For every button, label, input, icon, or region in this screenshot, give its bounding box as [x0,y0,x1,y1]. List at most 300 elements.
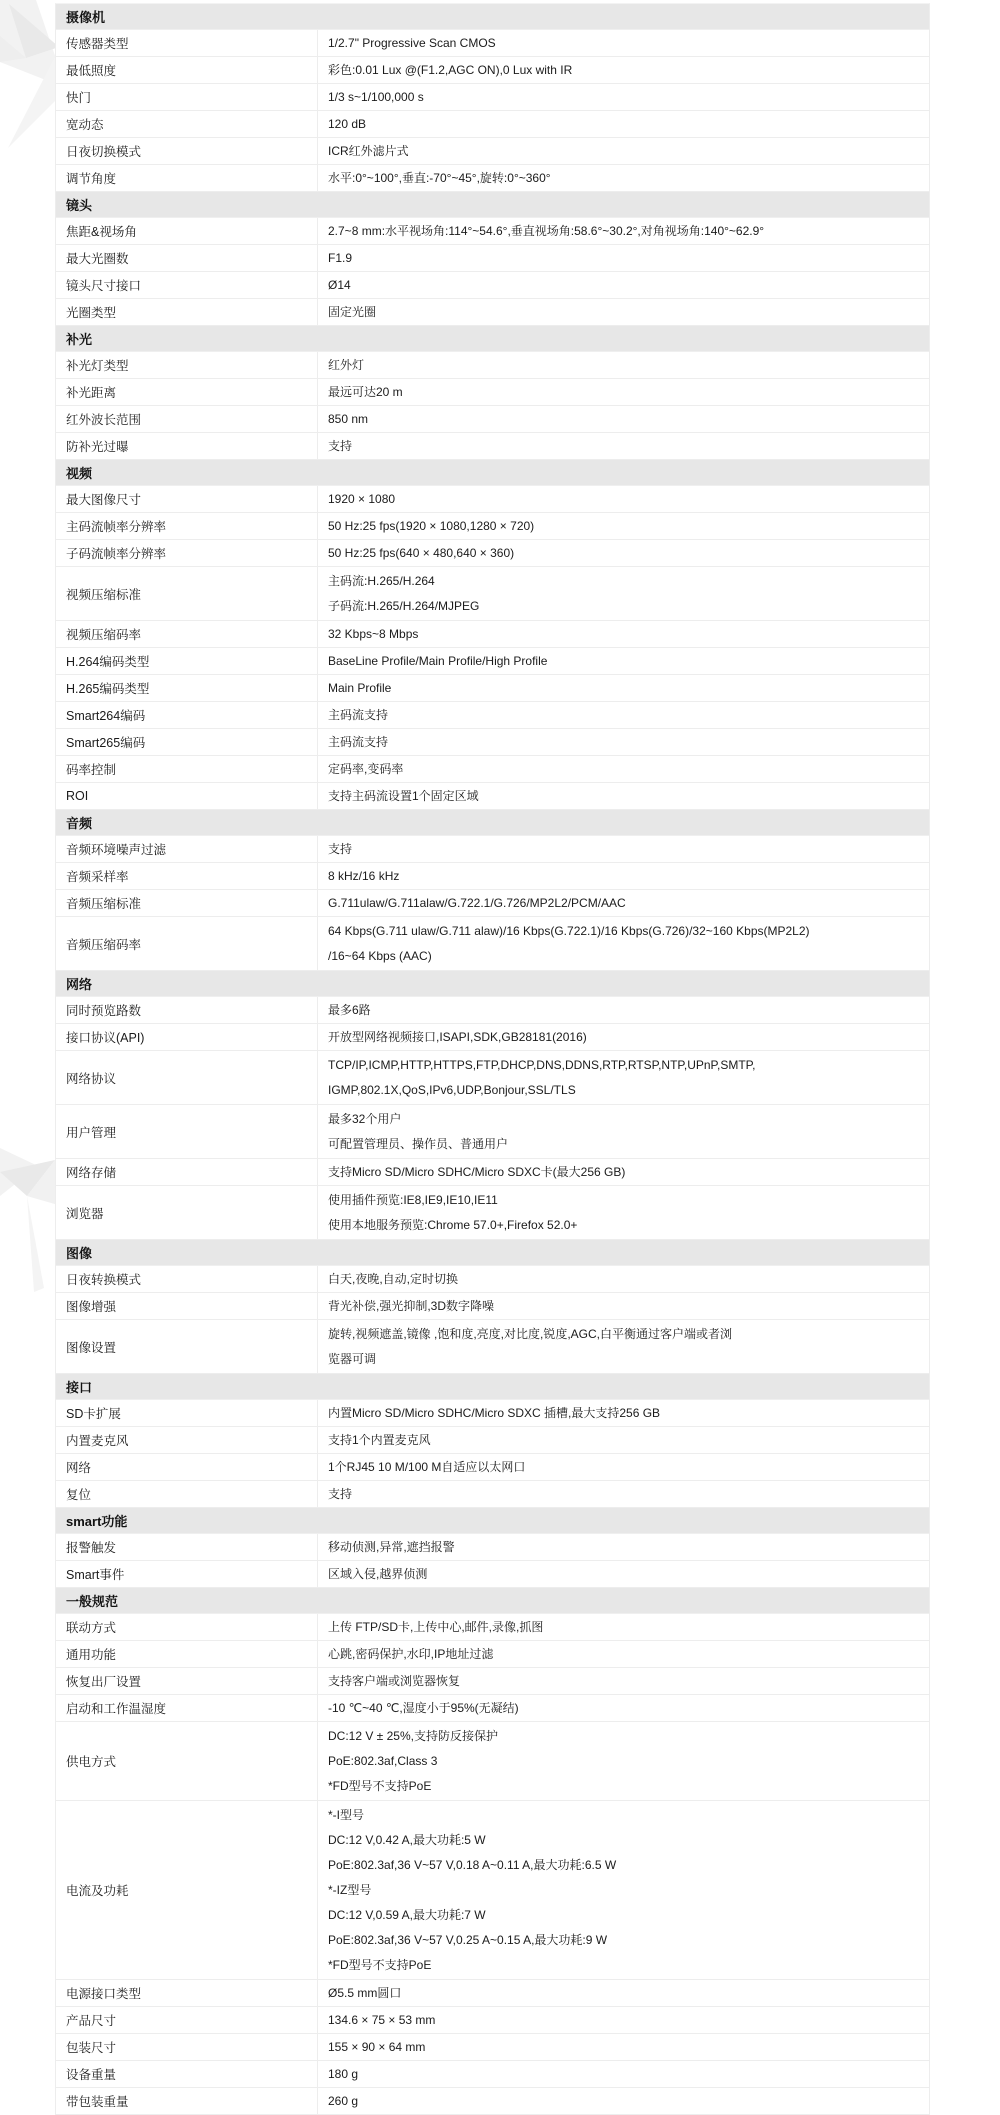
spec-value-line: *-I型号 [328,1807,365,1822]
spec-label-text: 带包装重量 [66,2095,129,2109]
spec-label [56,702,318,728]
spec-value [318,138,929,164]
spec-label-text: 网络 [66,1461,92,1475]
spec-label-text: 子码流帧率分辨率 [66,547,167,561]
spec-row [56,648,929,675]
section-header [56,4,929,30]
spec-label-text: 最大图像尺寸 [66,493,142,507]
spec-label-text: 光圈类型 [66,306,117,320]
spec-row [56,84,929,111]
spec-value-line: F1.9 [328,250,353,265]
spec-value-line: ICR红外滤片式 [328,143,409,158]
spec-row [56,917,929,971]
spec-value-line: 子码流:H.265/H.264/MJPEG [328,598,480,613]
spec-label [56,1105,318,1158]
spec-value-line: 155 × 90 × 64 mm [328,2039,426,2054]
spec-value-line: 32 Kbps~8 Mbps [328,626,419,641]
spec-value-line: 支持1个内置麦克风 [328,1432,431,1447]
spec-value-line: 主码流支持 [328,707,389,722]
spec-value-line: 旋转,视频遮盖,镜像 ,饱和度,亮度,对比度,锐度,AGC,白平衡通过客户端或者浏 [328,1326,733,1341]
spec-row [56,1186,929,1240]
spec-row [56,2061,929,2088]
section-title: 音频 [66,816,93,831]
spec-label [56,1641,318,1667]
spec-label-text: 视频压缩标准 [66,587,142,602]
spec-row [56,729,929,756]
spec-label [56,1186,318,1239]
spec-value-line: 64 Kbps(G.711 ulaw/G.711 alaw)/16 Kbps(G.722.1)/16 Kbps(G.726)/32~160 Kbps(MP2L2) [328,923,810,938]
spec-label-text: 镜头尺寸接口 [66,279,142,293]
spec-value-line: Ø5.5 mm圆口 [328,1985,402,2000]
spec-row [56,2034,929,2061]
spec-value [318,621,929,647]
spec-value [318,2061,929,2087]
spec-label-text: 图像增强 [66,1300,117,1314]
spec-row [56,621,929,648]
spec-label-text: 调节角度 [66,172,117,186]
spec-value-line: 心跳,密码保护,水印,IP地址过滤 [328,1646,494,1661]
spec-row [56,1668,929,1695]
spec-value-line: 支持主码流设置1个固定区域 [328,788,479,803]
spec-row [56,513,929,540]
spec-label-text: 日夜切换模式 [66,145,142,159]
spec-table [55,3,930,2115]
spec-value [318,1427,929,1453]
spec-row [56,138,929,165]
spec-label [56,379,318,405]
spec-row [56,1159,929,1186]
spec-value [318,165,929,191]
spec-label-text: 电流及功耗 [66,1884,129,1898]
spec-value [318,1481,929,1507]
spec-value-line: 最远可达20 m [328,384,403,399]
spec-value-line: TCP/IP,ICMP,HTTP,HTTPS,FTP,DHCP,DNS,DDNS,RTP,RTSP,NTP,UPnP,SMTP, [328,1057,756,1072]
spec-row [56,352,929,379]
spec-row [56,783,929,810]
spec-label-text: 红外波长范围 [66,413,142,427]
spec-row [56,245,929,272]
spec-value-line: IGMP,802.1X,QoS,IPv6,UDP,Bonjour,SSL/TLS [328,1082,576,1097]
section-header [56,971,929,997]
spec-value [318,756,929,782]
spec-row [56,111,929,138]
spec-value [318,1561,929,1587]
spec-label [56,1454,318,1480]
spec-value-line: 支持 [328,841,353,856]
spec-value-line: *FD型号不支持PoE [328,1778,432,1793]
spec-label [56,2007,318,2033]
spec-row [56,486,929,513]
spec-label-text: ROI [66,789,89,803]
spec-label [56,675,318,701]
spec-row [56,540,929,567]
spec-label-text: 音频采样率 [66,870,129,884]
spec-label-text: H.265编码类型 [66,682,150,696]
spec-label-text: 补光灯类型 [66,359,129,373]
spec-row [56,57,929,84]
spec-label [56,1561,318,1587]
spec-row [56,299,929,326]
spec-value-line: 134.6 × 75 × 53 mm [328,2012,436,2027]
spec-value-line: 8 kHz/16 kHz [328,868,400,883]
spec-label-text: 包装尺寸 [66,2041,117,2055]
spec-value-line: 红外灯 [328,357,365,372]
spec-value-line: PoE:802.3af,36 V~57 V,0.18 A~0.11 A,最大功耗:6.5 W [328,1857,617,1872]
spec-row [56,890,929,917]
spec-value-line: 50 Hz:25 fps(1920 × 1080,1280 × 720) [328,518,535,533]
spec-label [56,433,318,459]
spec-row [56,218,929,245]
spec-value-line: 支持客户端或浏览器恢复 [328,1673,461,1688]
spec-label [56,2088,318,2114]
spec-label-text: 内置麦克风 [66,1434,129,1448]
section-title: 网络 [66,977,93,992]
spec-label-text: Smart事件 [66,1568,125,1582]
spec-value [318,406,929,432]
section-title: 镜头 [66,198,93,213]
spec-row [56,1024,929,1051]
spec-label [56,84,318,110]
spec-label-text: 用户管理 [66,1125,117,1140]
brand-watermark-middle-icon [0,1143,60,1303]
spec-label-text: 快门 [66,91,92,105]
spec-value [318,218,929,244]
spec-label-text: 联动方式 [66,1621,117,1635]
spec-value [318,997,929,1023]
spec-value [318,2007,929,2033]
spec-value [318,567,929,620]
spec-row [56,379,929,406]
spec-row [56,2007,929,2034]
spec-label-text: 接口协议(API) [66,1031,145,1045]
spec-value [318,1266,929,1292]
spec-row [56,1293,929,1320]
spec-value [318,702,929,728]
spec-row [56,836,929,863]
spec-label [56,2034,318,2060]
spec-value [318,890,929,916]
spec-value [318,57,929,83]
spec-label-text: 音频压缩标准 [66,897,142,911]
spec-row [56,1534,929,1561]
spec-value-line: DC:12 V,0.59 A,最大功耗:7 W [328,1907,486,1922]
spec-row [56,165,929,192]
spec-value-line: 开放型网络视频接口,ISAPI,SDK,GB28181(2016) [328,1029,587,1044]
spec-value [318,352,929,378]
spec-value-line: 1920 × 1080 [328,491,396,506]
spec-value-line: 背光补偿,强光抑制,3D数字降噪 [328,1298,495,1313]
spec-value [318,1320,929,1373]
spec-value [318,675,929,701]
spec-label [56,272,318,298]
spec-value [318,863,929,889]
spec-value [318,1051,929,1104]
spec-value-line: 主码流:H.265/H.264 [328,573,435,588]
spec-value-line: 彩色:0.01 Lux @(F1.2,AGC ON),0 Lux with IR [328,62,573,77]
section-title: smart功能 [66,1514,128,1529]
spec-value-line: 白天,夜晚,自动,定时切换 [328,1271,459,1286]
spec-label [56,1293,318,1319]
spec-value-line: BaseLine Profile/Main Profile/High Profile [328,653,548,668]
spec-label [56,1024,318,1050]
section-header [56,810,929,836]
section-header [56,1240,929,1266]
spec-row [56,567,929,621]
spec-label [56,1266,318,1292]
spec-row [56,756,929,783]
spec-label [56,621,318,647]
spec-row [56,1051,929,1105]
spec-label [56,1481,318,1507]
spec-label-text: 日夜转换模式 [66,1273,142,1287]
spec-row [56,2088,929,2115]
spec-value-line: 1/3 s~1/100,000 s [328,89,424,104]
spec-value [318,513,929,539]
spec-value [318,1159,929,1185]
spec-label-text: 同时预览路数 [66,1004,142,1018]
section-header [56,1508,929,1534]
spec-label-text: 电源接口类型 [66,1987,142,2001]
spec-value [318,379,929,405]
spec-value-line: *-IZ型号 [328,1882,372,1897]
spec-value-line: G.711ulaw/G.711alaw/G.722.1/G.726/MP2L2/PCM/AAC [328,895,626,910]
spec-row [56,272,929,299]
spec-label [56,836,318,862]
spec-label-text: 复位 [66,1488,92,1502]
spec-label [56,30,318,56]
spec-value-line: 1/2.7" Progressive Scan CMOS [328,35,496,50]
spec-value [318,783,929,809]
spec-value-line: /16~64 Kbps (AAC) [328,948,432,963]
spec-label [56,729,318,755]
spec-value [318,1105,929,1158]
spec-value-line: 固定光圈 [328,304,377,319]
spec-label-text: 视频压缩码率 [66,628,142,642]
spec-value [318,299,929,325]
spec-row [56,1266,929,1293]
spec-value-line: -10 ℃~40 ℃,湿度小于95%(无凝结) [328,1700,519,1715]
spec-value-line: 览器可调 [328,1351,377,1366]
spec-row [56,1105,929,1159]
spec-label [56,1427,318,1453]
spec-value-line: 最多32个用户 [328,1111,402,1126]
spec-label-text: 音频环境噪声过滤 [66,843,167,857]
spec-label [56,1534,318,1560]
spec-value-line: 120 dB [328,116,367,131]
spec-row [56,1320,929,1374]
section-title: 图像 [66,1246,93,1261]
spec-value [318,30,929,56]
spec-value-line: 移动侦测,异常,遮挡报警 [328,1539,455,1554]
spec-label-text: 报警触发 [66,1541,117,1555]
spec-value-line: 850 nm [328,411,369,426]
spec-row [56,1801,929,1980]
spec-label [56,756,318,782]
spec-value-line: Ø14 [328,277,351,292]
spec-label [56,1668,318,1694]
spec-label-text: 最低照度 [66,64,117,78]
spec-label [56,138,318,164]
spec-label-text: Smart265编码 [66,736,146,750]
spec-value-line: 180 g [328,2066,359,2081]
spec-row [56,702,929,729]
spec-value [318,1400,929,1426]
spec-label [56,1980,318,2006]
spec-value-line: *FD型号不支持PoE [328,1957,432,1972]
spec-value [318,540,929,566]
spec-row [56,863,929,890]
spec-value-line: 主码流支持 [328,734,389,749]
section-header [56,460,929,486]
spec-label-text: 启动和工作温湿度 [66,1702,167,1716]
spec-label-text: 通用功能 [66,1648,117,1662]
spec-row [56,1481,929,1508]
spec-value-line: 支持 [328,438,353,453]
spec-value-line: 最多6路 [328,1002,371,1017]
spec-label [56,299,318,325]
spec-value-line: 支持 [328,1486,353,1501]
section-header [56,326,929,352]
spec-label [56,1722,318,1800]
spec-value-line: 2.7~8 mm:水平视场角:114°~54.6°,垂直视场角:58.6°~30.2°,对角视场角:140°~62.9° [328,223,765,238]
spec-value [318,1722,929,1800]
spec-label-text: 恢复出厂设置 [66,1675,142,1689]
spec-label-text: 产品尺寸 [66,2014,117,2028]
spec-value-line: PoE:802.3af,36 V~57 V,0.25 A~0.15 A,最大功耗:9 W [328,1932,608,1947]
spec-row [56,675,929,702]
spec-label [56,245,318,271]
section-header [56,1374,929,1400]
spec-label-text: 网络存储 [66,1166,117,1180]
spec-value-line: 定码率,变码率 [328,761,404,776]
spec-value-line: Main Profile [328,680,392,695]
spec-row [56,997,929,1024]
spec-value-line: 内置Micro SD/Micro SDHC/Micro SDXC 插槽,最大支持256 GB [328,1405,661,1420]
spec-value-line: 使用插件预览:IE8,IE9,IE10,IE11 [328,1192,498,1207]
spec-label-text: 网络协议 [66,1071,117,1086]
spec-value-line: 260 g [328,2093,359,2108]
spec-value-line: 区域入侵,越界侦测 [328,1566,428,1581]
spec-value-line: 可配置管理员、操作员、普通用户 [328,1136,509,1151]
spec-label-text: 宽动态 [66,118,104,132]
spec-value [318,1980,929,2006]
spec-row [56,433,929,460]
spec-label [56,783,318,809]
spec-row [56,1722,929,1801]
spec-value [318,1293,929,1319]
spec-row [56,1641,929,1668]
spec-label [56,567,318,620]
spec-row [56,1561,929,1588]
spec-label-text: 主码流帧率分辨率 [66,520,167,534]
spec-label-text: 补光距离 [66,386,117,400]
spec-label [56,1695,318,1721]
spec-value [318,1668,929,1694]
spec-value [318,1454,929,1480]
spec-label [56,890,318,916]
spec-value [318,1534,929,1560]
spec-label-text: 浏览器 [66,1206,104,1221]
spec-label [56,2061,318,2087]
spec-value-line: 50 Hz:25 fps(640 × 480,640 × 360) [328,545,515,560]
spec-value [318,486,929,512]
spec-label [56,513,318,539]
section-header [56,1588,929,1614]
spec-row [56,1980,929,2007]
spec-label [56,57,318,83]
section-title: 接口 [66,1380,93,1395]
spec-row [56,30,929,57]
spec-value [318,84,929,110]
spec-row [56,1454,929,1481]
spec-value [318,836,929,862]
spec-value [318,1024,929,1050]
spec-label-text: 防补光过曝 [66,440,129,454]
spec-label [56,1320,318,1373]
spec-row [56,406,929,433]
spec-value-line: 使用本地服务预览:Chrome 57.0+,Firefox 52.0+ [328,1217,578,1232]
spec-label-text: 码率控制 [66,763,117,777]
spec-label-text: SD卡扩展 [66,1407,121,1421]
spec-value [318,1614,929,1640]
spec-label-text: 焦距&视场角 [66,225,137,239]
spec-label-text: 图像设置 [66,1340,117,1355]
spec-value-line: 1个RJ45 10 M/100 M自适应以太网口 [328,1459,526,1474]
spec-label-text: 传感器类型 [66,37,129,51]
spec-value-line: 上传 FTP/SD卡,上传中心,邮件,录像,抓图 [328,1619,544,1634]
spec-value [318,1641,929,1667]
spec-value [318,245,929,271]
spec-label [56,486,318,512]
spec-label-text: H.264编码类型 [66,655,150,669]
spec-row [56,1614,929,1641]
spec-label-text: 供电方式 [66,1755,117,1769]
spec-row [56,1427,929,1454]
spec-label [56,406,318,432]
spec-value [318,433,929,459]
spec-label [56,352,318,378]
spec-value [318,1695,929,1721]
spec-row [56,1400,929,1427]
spec-value-line: 水平:0°~100°,垂直:-70°~45°,旋转:0°~360° [328,170,551,185]
spec-label [56,111,318,137]
spec-value-line: 支持Micro SD/Micro SDHC/Micro SDXC卡(最大256 GB) [328,1164,626,1179]
spec-label-text: 设备重量 [66,2068,117,2082]
spec-value [318,1186,929,1239]
spec-value [318,272,929,298]
spec-label [56,917,318,970]
section-header [56,192,929,218]
spec-label [56,1400,318,1426]
spec-label-text: Smart264编码 [66,709,146,723]
spec-label [56,997,318,1023]
spec-label [56,1159,318,1185]
spec-label [56,863,318,889]
spec-value [318,648,929,674]
spec-label-text: 音频压缩码率 [66,937,142,952]
spec-value-line: PoE:802.3af,Class 3 [328,1753,438,1768]
spec-value [318,2034,929,2060]
spec-row [56,1695,929,1722]
spec-value-line: DC:12 V,0.42 A,最大功耗:5 W [328,1832,486,1847]
spec-label [56,1051,318,1104]
spec-label-text: 最大光圈数 [66,252,129,266]
spec-label [56,165,318,191]
spec-value [318,2088,929,2114]
spec-label [56,218,318,244]
spec-value [318,1801,929,1979]
spec-label [56,540,318,566]
